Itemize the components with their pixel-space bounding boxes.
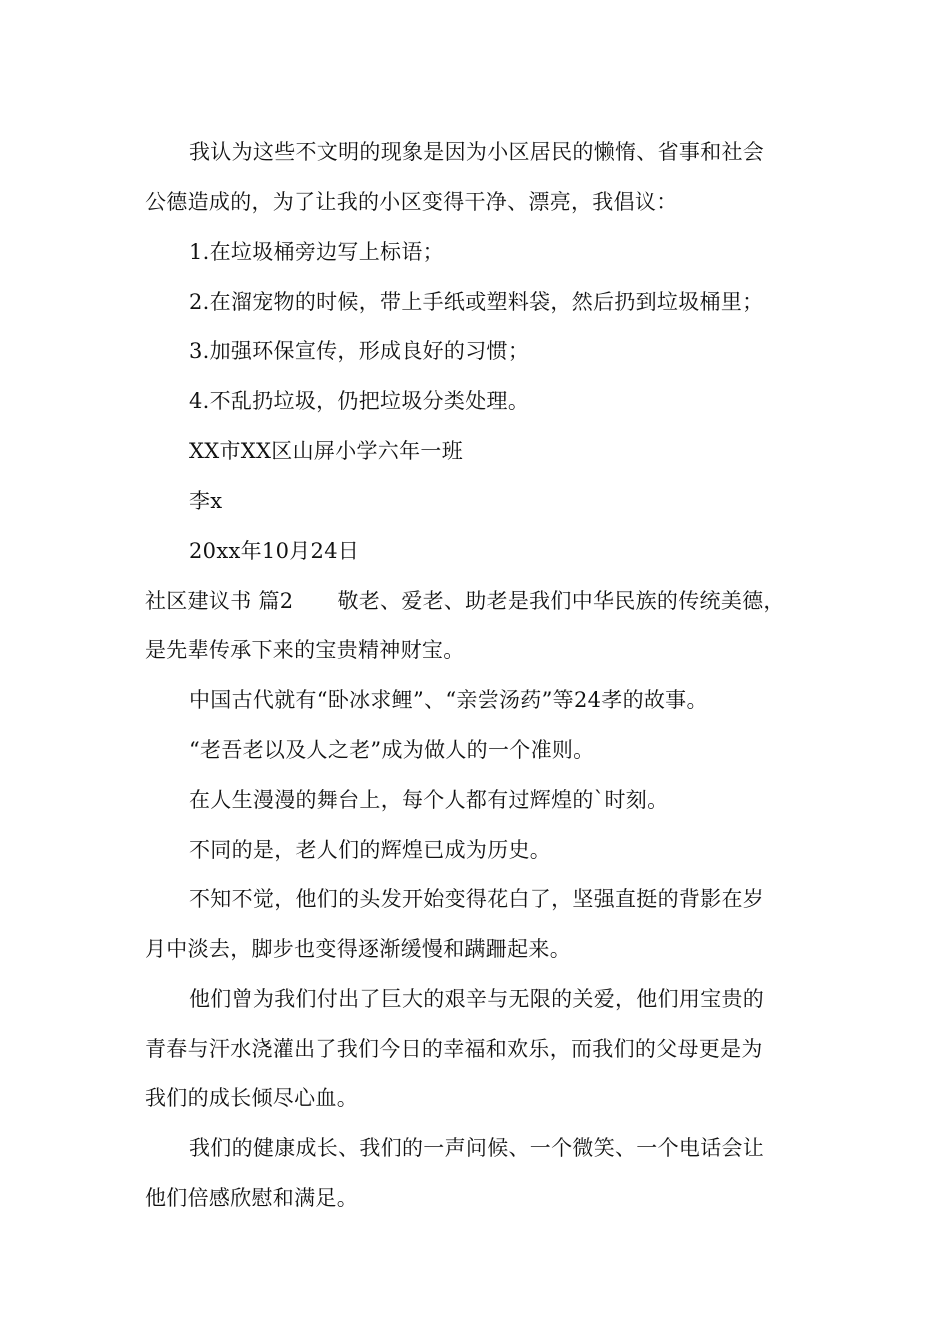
signature-date: 20xx年10月24日: [189, 539, 360, 563]
list-item: 1.在垃圾桶旁边写上标语；: [189, 240, 444, 264]
section-line: [145, 587, 825, 615]
section-heading: 社区建议书 篇2: [145, 589, 294, 613]
signature-name: 李x: [189, 489, 223, 513]
list-item: 2.在溜宠物的时候，带上手纸或塑料袋，然后扔到垃圾桶里；: [189, 290, 764, 314]
list-item: 3.加强环保宣传，形成良好的习惯；: [189, 339, 530, 363]
paragraph-line: 是先辈传承下来的宝贵精神财宝。: [145, 638, 465, 662]
paragraph-line: “老吾老以及人之老”成为做人的一个准则。: [189, 738, 595, 762]
signature-school: XX市XX区山屏小学六年一班: [189, 439, 463, 463]
paragraph-line: 他们倍感欣慰和满足。: [145, 1186, 358, 1210]
paragraph-line: 我认为这些不文明的现象是因为小区居民的懒惰、省事和社会: [189, 140, 765, 164]
paragraph-line: 月中淡去，脚步也变得逐渐缓慢和蹒跚起来。: [145, 937, 571, 961]
paragraph-line: 公德造成的，为了让我的小区变得干净、漂亮，我倡议：: [145, 190, 678, 214]
list-item: 4.不乱扔垃圾，仍把垃圾分类处理。: [189, 389, 530, 413]
paragraph-line: 我们的健康成长、我们的一声问候、一个微笑、一个电话会让: [189, 1136, 765, 1160]
paragraph-line: 他们曾为我们付出了巨大的艰辛与无限的关爱，他们用宝贵的: [189, 987, 765, 1011]
paragraph-line: 中国古代就有“卧冰求鲤”、“亲尝汤药”等24孝的故事。: [189, 688, 708, 712]
paragraph-line: 我们的成长倾尽心血。: [145, 1086, 358, 1110]
paragraph-line: 不同的是，老人们的辉煌已成为历史。: [189, 838, 552, 862]
paragraph-line: 青春与汗水浇灌出了我们今日的幸福和欢乐，而我们的父母更是为: [145, 1037, 763, 1061]
paragraph-line: 在人生漫漫的舞台上，每个人都有过辉煌的`时刻。: [189, 788, 669, 812]
paragraph-line: 不知不觉，他们的头发开始变得花白了，坚强直挺的背影在岁: [189, 887, 765, 911]
paragraph-line: 敬老、爱老、助老是我们中华民族的传统美德，: [337, 589, 785, 613]
